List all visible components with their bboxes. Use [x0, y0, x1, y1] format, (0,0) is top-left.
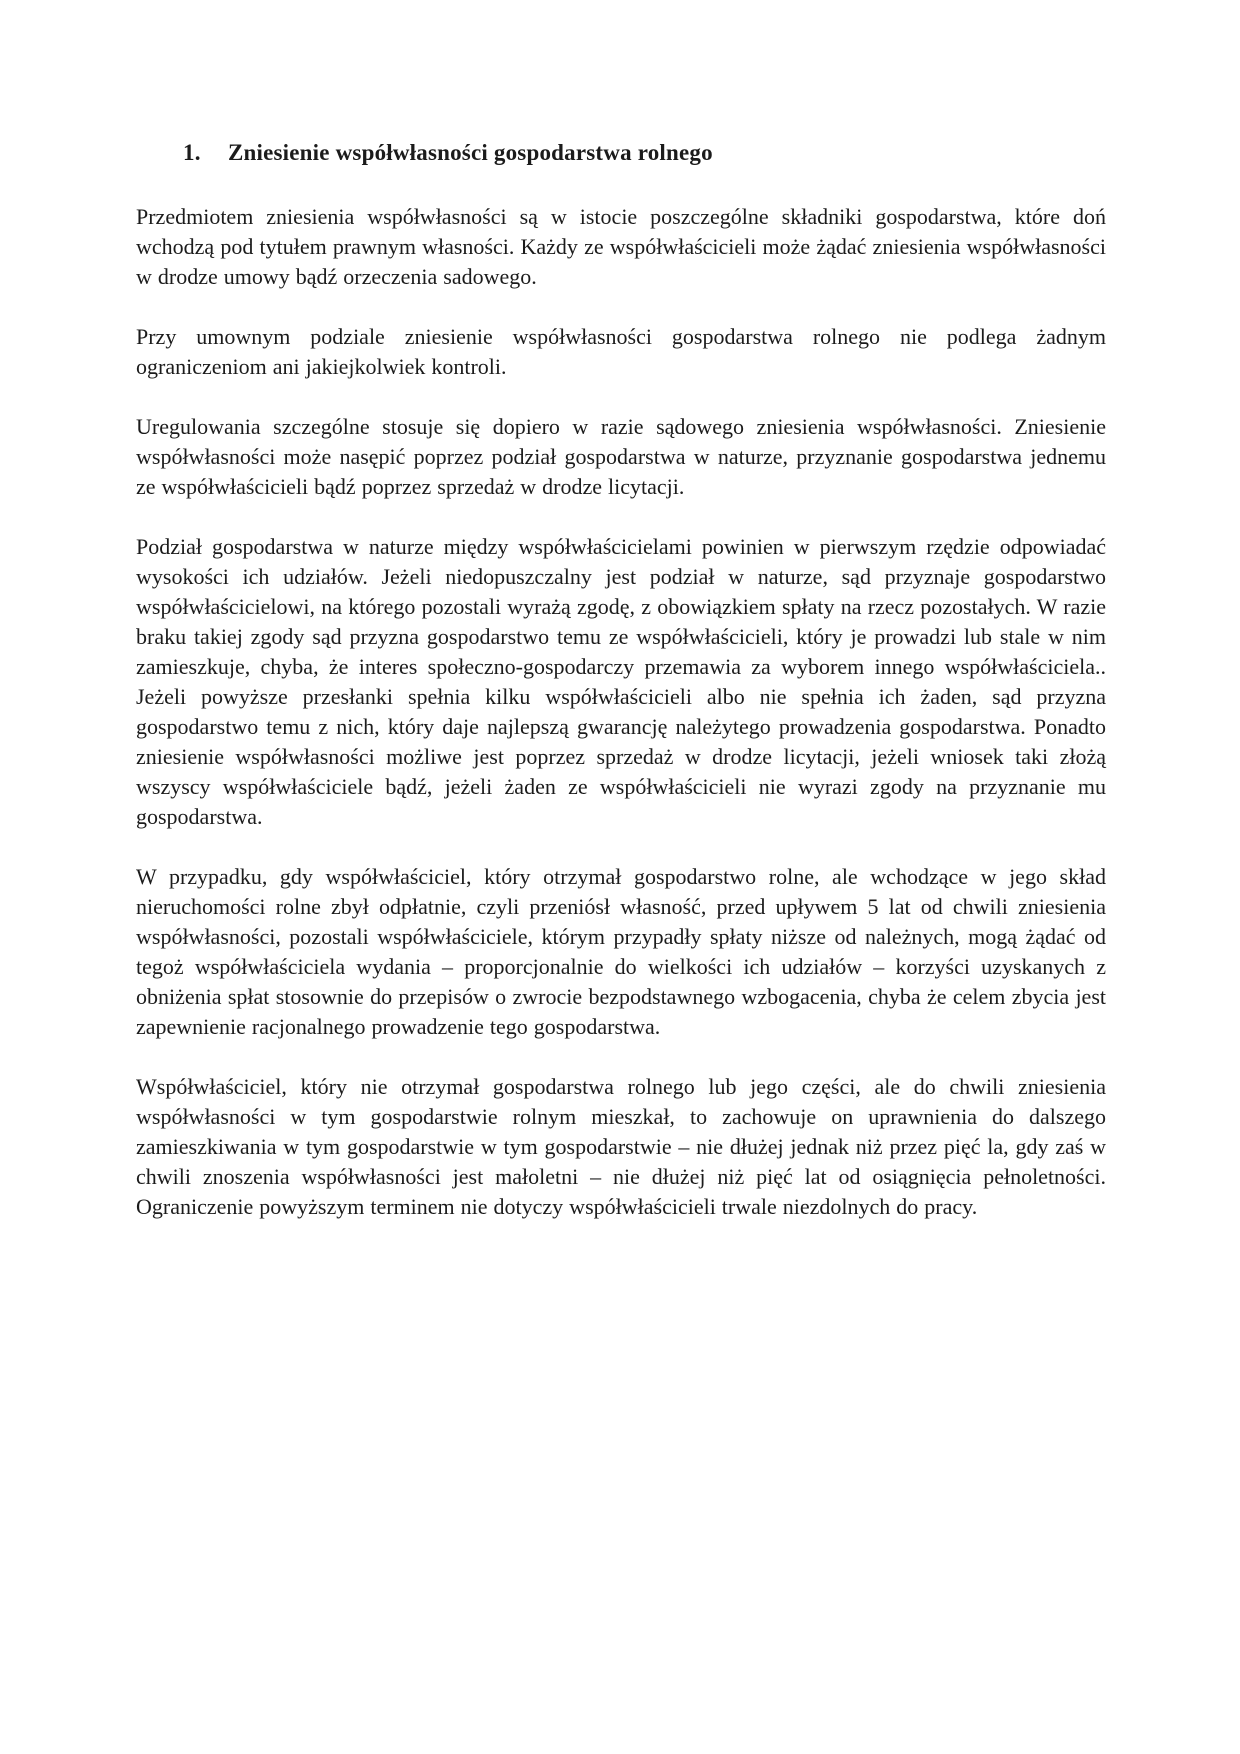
paragraph-3: Uregulowania szczególne stosuje się dopiero w razie sądowego zniesienia współwłasności. Zniesienie współwłasności może nasępić poprzez podział gospodarstwa w naturze, przyznanie gospodarstwa jednemu ze współwłaścicieli bądź poprzez sprzedaż w drodze licytacji.	[136, 414, 1106, 499]
paragraph-1: Przedmiotem zniesienia współwłasności są w istocie poszczególne składniki gospodarstwa, które doń wchodzą pod tytułem prawnym własności. Każdy ze współwłaścicieli może żądać zniesienia współwłasności w drodze umowy bądź orzeczenia sadowego.	[136, 204, 1106, 289]
heading-title: Zniesienie współwłasności gospodarstwa rolnego	[228, 140, 713, 165]
paragraph-2: Przy umownym podziale zniesienie współwłasności gospodarstwa rolnego nie podlega żadnym ograniczeniom ani jakiejkolwiek kontroli.	[136, 324, 1106, 379]
paragraph-5: W przypadku, gdy współwłaściciel, który otrzymał gospodarstwo rolne, ale wchodzące w jego skład nieruchomości rolne zbył odpłatnie, czyli przeniósł własność, przed upływem 5 lat od chwili zniesienia współwłasności, pozostali współwłaściciele, którym przypadły spłaty niższe od należnych, mogą żądać od tegoż współwłaściciela wydania – proporcjonalnie do wielkości ich udziałów – korzyści uzyskanych z obniżenia spłat stosownie do przepisów o zwrocie bezpodstawnego wzbogacenia, chyba że celem zbycia jest zapewnienie racjonalnego prowadzenie tego gospodarstwa.	[136, 864, 1106, 1039]
heading-number: 1.	[183, 140, 201, 165]
document-body	[136, 202, 1106, 1222]
paragraph-6: Współwłaściciel, który nie otrzymał gospodarstwa rolnego lub jego części, ale do chwili zniesienia współwłasności w tym gospodarstwie rolnym mieszkał, to zachowuje on uprawnienia do dalszego zamieszkiwania w tym gospodarstwie w tym gospodarstwie – nie dłużej jednak niż przez pięć la, gdy zaś w chwili znoszenia współwłasności jest małoletni – nie dłużej niż pięć lat od osiągnięcia pełnoletności. Ograniczenie powyższym terminem nie dotyczy współwłaścicieli trwale niezdolnych do pracy.	[136, 1074, 1106, 1219]
paragraph-4: Podział gospodarstwa w naturze między współwłaścicielami powinien w pierwszym rzędzie odpowiadać wysokości ich udziałów. Jeżeli niedopuszczalny jest podział w naturze, sąd przyznaje gospodarstwo współwłaścicielowi, na którego pozostali wyrażą zgodę, z obowiązkiem spłaty na rzecz pozostałych. W razie braku takiej zgody sąd przyzna gospodarstwo temu ze współwłaścicieli, który je prowadzi lub stale w nim zamieszkuje, chyba, że interes społeczno-gospodarczy przemawia za wyborem innego współwłaściciela.. Jeżeli powyższe przesłanki spełnia kilku współwłaścicieli albo nie spełnia ich żaden, sąd przyzna gospodarstwo temu z nich, który daje najlepszą gwarancję należytego prowadzenia gospodarstwa. Ponadto zniesienie współwłasności możliwe jest poprzez sprzedaż w drodze licytacji, jeżeli wniosek taki złożą wszyscy współwłaściciele bądź, jeżeli żaden ze współwłaścicieli nie wyrazi zgody na przyznanie mu gospodarstwa.	[136, 534, 1106, 829]
document-heading	[183, 138, 1106, 168]
